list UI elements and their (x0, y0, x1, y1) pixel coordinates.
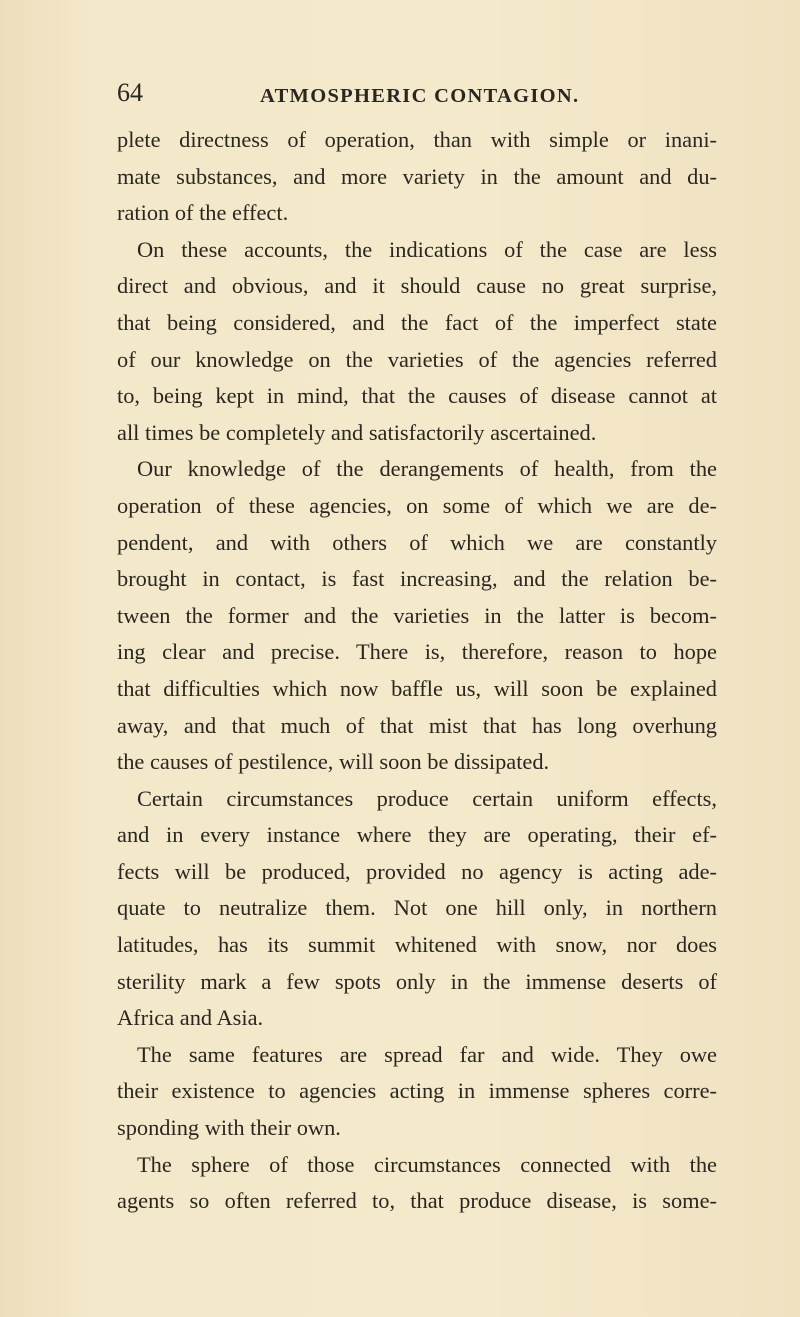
text-line: Africa and Asia. (117, 1005, 264, 1031)
text-line: latitudes, has its summit whitened with snow, nor does (117, 932, 717, 958)
text-line: fects will be produced, provided no agency is acting ade- (117, 858, 717, 884)
running-head: ATMOSPHERIC CONTAGION. (260, 85, 580, 107)
text-line: plete directness of operation, than with simple or inani- (117, 127, 717, 152)
text-line: tween the former and the varieties in the latter is becom- (117, 602, 717, 628)
text-line: that being considered, and the fact of the imperfect state (117, 309, 717, 335)
text-line: operation of these agencies, on some of which we are de- (117, 492, 717, 518)
text-line: that difficulties which now baffle us, will soon be explained (117, 675, 717, 701)
paragraph-start-line: The sphere of those circumstances connected with the (137, 1151, 717, 1177)
text-line: of our knowledge on the varieties of the agencies referred (117, 346, 717, 372)
text-line: away, and that much of that mist that has long overhung (117, 712, 717, 738)
text-line: their existence to agencies acting in immense spheres corre- (117, 1078, 717, 1104)
text-line: agents so often referred to, that produce disease, is some- (117, 1188, 717, 1214)
text-line: ration of the effect. (117, 200, 289, 226)
text-line: sponding with their own. (117, 1115, 341, 1141)
text-line: and in every instance where they are operating, their ef- (117, 822, 717, 848)
text-line: the causes of pestilence, will soon be dissipated. (117, 749, 550, 775)
text-line: mate substances, and more variety in the amount and du- (117, 163, 717, 189)
paragraph-start-line: Our knowledge of the derangements of health, from the (137, 456, 717, 482)
body-text (117, 122, 717, 1220)
text-line: direct and obvious, and it should cause no great surprise, (117, 273, 717, 299)
paragraph-start-line: On these accounts, the indications of the case are less (137, 236, 717, 262)
text-line: all times be completely and satisfactorily ascertained. (117, 419, 597, 445)
page-number: 64 (117, 78, 143, 107)
text-line: brought in contact, is fast increasing, and the relation be- (117, 566, 717, 592)
text-line: pendent, and with others of which we are constantly (117, 529, 717, 555)
page-header (117, 80, 717, 110)
text-line: to, being kept in mind, that the causes of disease cannot at (117, 383, 717, 409)
text-line: sterility mark a few spots only in the immense deserts of (117, 968, 717, 994)
paragraph-start-line: The same features are spread far and wide. They owe (137, 1041, 717, 1067)
paragraph-start-line: Certain circumstances produce certain uniform effects, (137, 785, 717, 811)
text-line: quate to neutralize them. Not one hill only, in northern (117, 895, 717, 921)
text-line: ing clear and precise. There is, therefore, reason to hope (117, 639, 717, 665)
